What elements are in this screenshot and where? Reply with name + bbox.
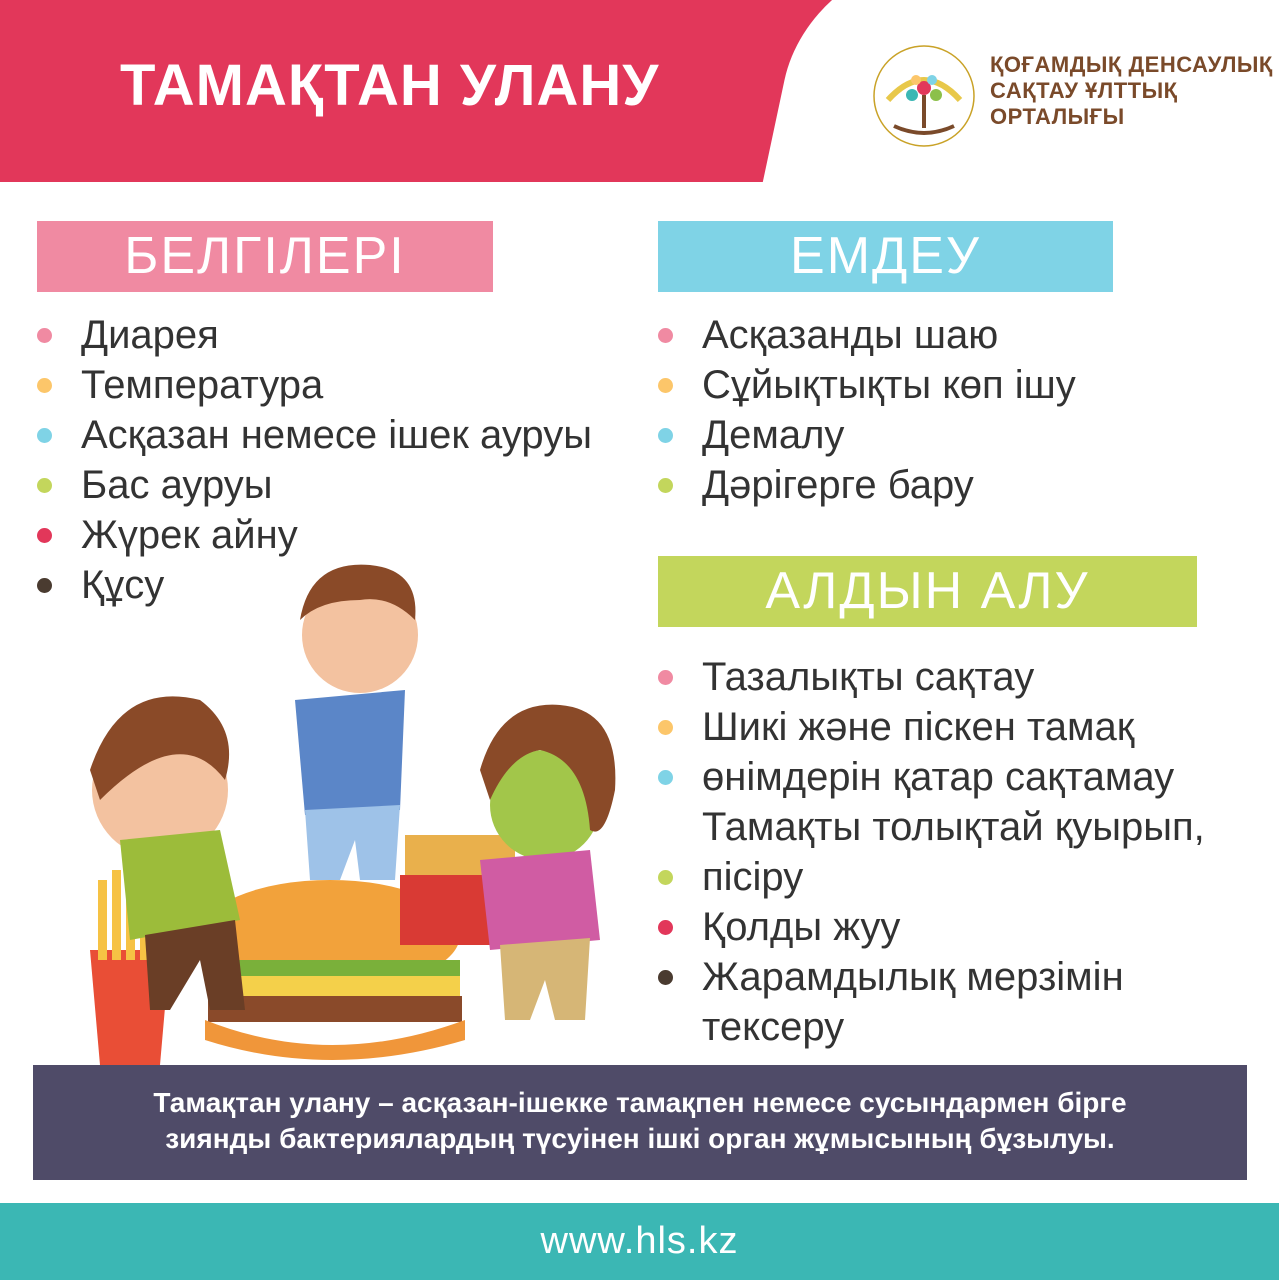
list-item	[37, 560, 592, 610]
bullet-dot-icon	[658, 428, 673, 443]
list-item	[37, 410, 592, 460]
bullet-dot-icon	[37, 428, 52, 443]
sick-children-illustration	[60, 540, 640, 1070]
bullet-dot-icon	[658, 970, 673, 985]
bullet-dot-icon	[37, 578, 52, 593]
prevention-list	[658, 652, 1205, 1052]
header-bar	[0, 0, 1279, 182]
treatment-heading: ЕМДЕУ	[658, 221, 1113, 292]
bullet-dot-icon	[658, 870, 673, 885]
list-item-text: Тазалықты сақтау	[702, 655, 1035, 699]
org-name	[990, 52, 1273, 130]
bullet-dot-icon	[658, 478, 673, 493]
bullet-dot-icon	[37, 478, 52, 493]
org-name-line: ҚОҒАМДЫҚ ДЕНСАУЛЫҚ	[990, 52, 1273, 77]
list-item-text: Шикі және піскен тамақ	[702, 705, 1135, 749]
list-item-text: Асқазан немесе ішек ауруы	[81, 413, 592, 457]
symptoms-list	[37, 310, 592, 610]
bullet-dot-icon	[37, 328, 52, 343]
list-item	[658, 652, 1205, 702]
list-item-text: тексеру	[702, 1005, 845, 1049]
bullet-dot-icon	[658, 720, 673, 735]
website-link[interactable]: www.hls.kz	[540, 1220, 739, 1262]
list-item	[658, 410, 1076, 460]
list-item	[37, 360, 592, 410]
org-name-line: САҚТАУ ҰЛТТЫҚ	[990, 78, 1178, 103]
definition-box	[33, 1065, 1247, 1180]
prevention-heading: АЛДЫН АЛУ	[658, 556, 1197, 627]
bullet-dot-icon	[658, 770, 673, 785]
list-item	[658, 702, 1205, 752]
footer-bar	[0, 1203, 1279, 1280]
list-item-text: Сұйықтықты көп ішу	[702, 363, 1076, 407]
page-title: ТАМАҚТАН УЛАНУ	[120, 53, 660, 118]
list-item	[37, 310, 592, 360]
bullet-dot-icon	[37, 528, 52, 543]
list-item-text: Құсу	[81, 563, 165, 607]
list-item-text: Қолды жуу	[702, 905, 901, 949]
list-item-text: Демалу	[702, 413, 845, 457]
list-item-text: Тамақты толықтай қуырып,	[702, 805, 1205, 849]
list-item	[658, 902, 1205, 952]
list-item-text: Температура	[81, 363, 324, 407]
symptoms-heading: БЕЛГІЛЕРІ	[37, 221, 493, 292]
org-name-line: ОРТАЛЫҒЫ	[990, 104, 1125, 129]
definition-line: Тамақтан улану – асқазан-ішекке тамақпен немесе сусындармен бірге	[153, 1087, 1127, 1118]
list-item	[658, 752, 1205, 802]
list-item-text: Диарея	[81, 313, 219, 357]
list-item-text: Асқазанды шаю	[702, 313, 999, 357]
bullet-dot-icon	[658, 920, 673, 935]
list-item	[658, 802, 1205, 852]
list-item	[658, 460, 1076, 510]
list-item-text: Жарамдылық мерзімін	[702, 955, 1124, 999]
list-item-text: Дәрігерге бару	[702, 463, 974, 507]
list-item	[37, 460, 592, 510]
bullet-dot-icon	[658, 328, 673, 343]
list-item-text: Бас ауруы	[81, 463, 273, 507]
list-item-text: өнімдерін қатар сақтамау	[702, 755, 1175, 799]
list-item	[658, 952, 1205, 1002]
org-logo-icon	[868, 40, 980, 152]
list-item	[658, 360, 1076, 410]
definition-line: зиянды бактериялардың түсуінен ішкі орган жұмысының бұзылуы.	[165, 1123, 1115, 1154]
list-item	[658, 852, 1205, 902]
bullet-dot-icon	[658, 670, 673, 685]
list-item-text: пісіру	[702, 855, 804, 899]
bullet-dot-icon	[658, 378, 673, 393]
treatment-list	[658, 310, 1076, 510]
list-item	[37, 510, 592, 560]
list-item	[658, 1002, 1205, 1052]
list-item	[658, 310, 1076, 360]
list-item-text: Жүрек айну	[81, 513, 298, 557]
bullet-dot-icon	[37, 378, 52, 393]
